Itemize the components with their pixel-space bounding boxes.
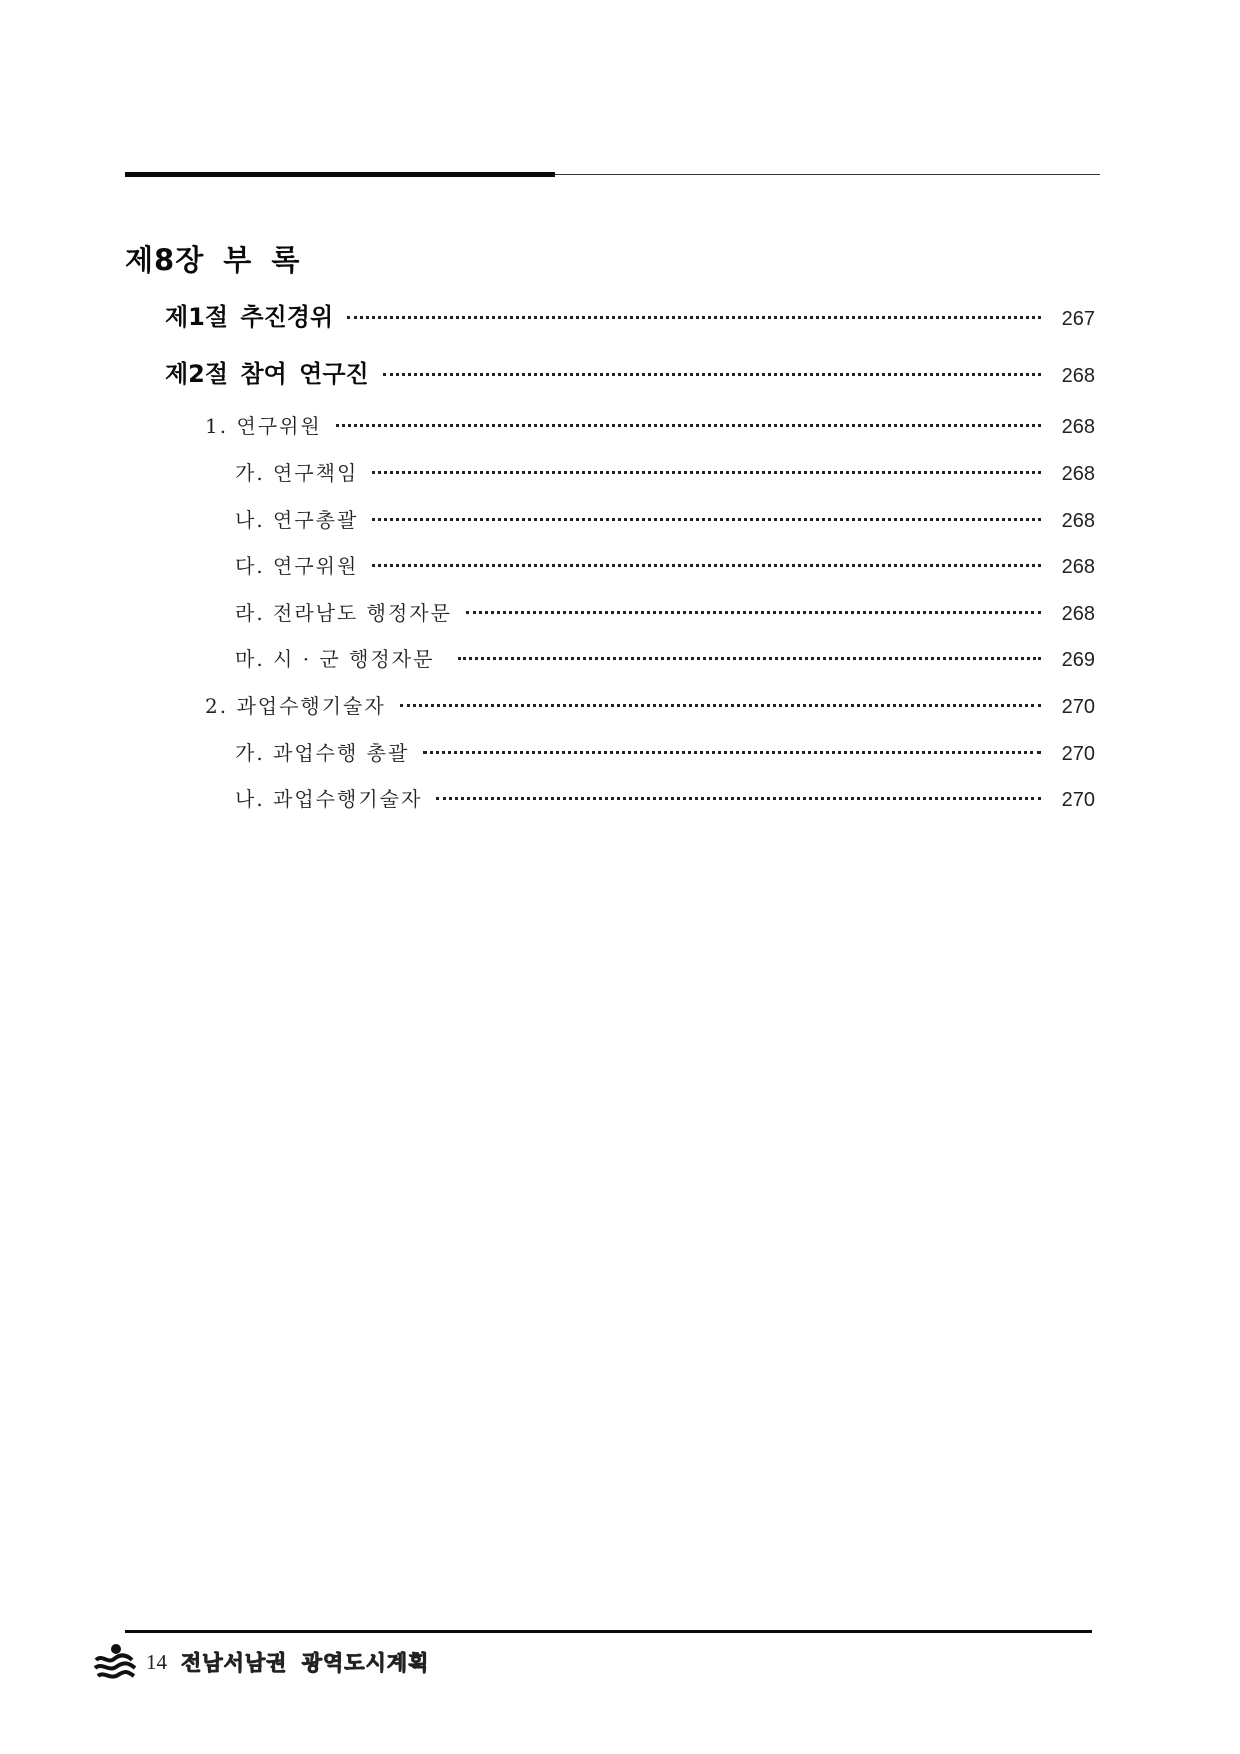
dot-leader xyxy=(400,704,1041,707)
header-rule-thick xyxy=(125,172,555,177)
dot-leader xyxy=(436,797,1041,800)
dot-leader xyxy=(466,611,1041,614)
toc-entry-label: 가. 연구책임 xyxy=(235,461,359,485)
document-title: 전남서남권 광역도시계획 xyxy=(181,1651,430,1675)
toc-entry-page: 268 xyxy=(1061,510,1095,532)
toc-entry-label: 다. 연구위원 xyxy=(235,554,359,578)
toc-entry-page: 270 xyxy=(1061,789,1095,811)
header-rule-thin xyxy=(555,174,1100,175)
toc-entry-label: 1. 연구위원 xyxy=(205,414,322,438)
toc-entry-label: 제1절 추진경위 xyxy=(165,303,334,331)
toc-entry-label: 나. 연구총괄 xyxy=(235,508,359,532)
dot-leader xyxy=(383,373,1041,376)
dot-leader xyxy=(372,471,1041,474)
page-footer xyxy=(92,1642,429,1682)
toc-entry-label: 나. 과업수행기술자 xyxy=(235,787,423,811)
toc-entry-item-1[interactable] xyxy=(205,410,1095,444)
dot-leader xyxy=(372,564,1041,567)
toc-entry-page: 268 xyxy=(1061,365,1095,387)
toc-entry-sub[interactable] xyxy=(235,550,1095,584)
toc-entry-sub[interactable] xyxy=(235,504,1095,538)
toc-entry-sub[interactable] xyxy=(235,643,1095,677)
toc-entry-item-2[interactable] xyxy=(205,690,1095,724)
dot-leader xyxy=(336,424,1041,427)
toc-entry-label: 가. 과업수행 총괄 xyxy=(235,741,410,765)
toc-entry-label: 2. 과업수행기술자 xyxy=(205,694,386,718)
toc-entry-page: 270 xyxy=(1061,743,1095,765)
toc-entry-section-1[interactable] xyxy=(165,297,1095,331)
toc-entry-page: 268 xyxy=(1061,416,1095,438)
dot-leader xyxy=(423,751,1041,754)
toc-entry-sub[interactable] xyxy=(235,457,1095,491)
toc-entry-page: 269 xyxy=(1061,649,1095,671)
toc-entry-label: 라. 전라남도 행정자문 xyxy=(235,601,452,625)
toc-entry-page: 268 xyxy=(1061,463,1095,485)
toc-entry-page: 268 xyxy=(1061,603,1095,625)
toc-entry-sub[interactable] xyxy=(235,737,1095,771)
toc-entry-sub[interactable] xyxy=(235,783,1095,817)
dot-leader xyxy=(458,657,1041,660)
chapter-title: 제8장 부 록 xyxy=(125,243,301,277)
wave-emblem-icon xyxy=(92,1642,138,1682)
dot-leader xyxy=(372,518,1041,521)
dot-leader xyxy=(347,316,1041,319)
toc-entry-sub[interactable] xyxy=(235,597,1095,631)
footer-rule xyxy=(125,1630,1092,1633)
toc-entry-page: 268 xyxy=(1061,556,1095,578)
toc-entry-label: 마. 시 · 군 행정자문 xyxy=(235,647,435,671)
toc-entry-page: 270 xyxy=(1061,696,1095,718)
toc-entry-page: 267 xyxy=(1061,308,1095,330)
toc-entry-label: 제2절 참여 연구진 xyxy=(165,360,369,388)
toc-entry-section-2[interactable] xyxy=(165,354,1095,388)
page-number: 14 xyxy=(146,1649,167,1674)
